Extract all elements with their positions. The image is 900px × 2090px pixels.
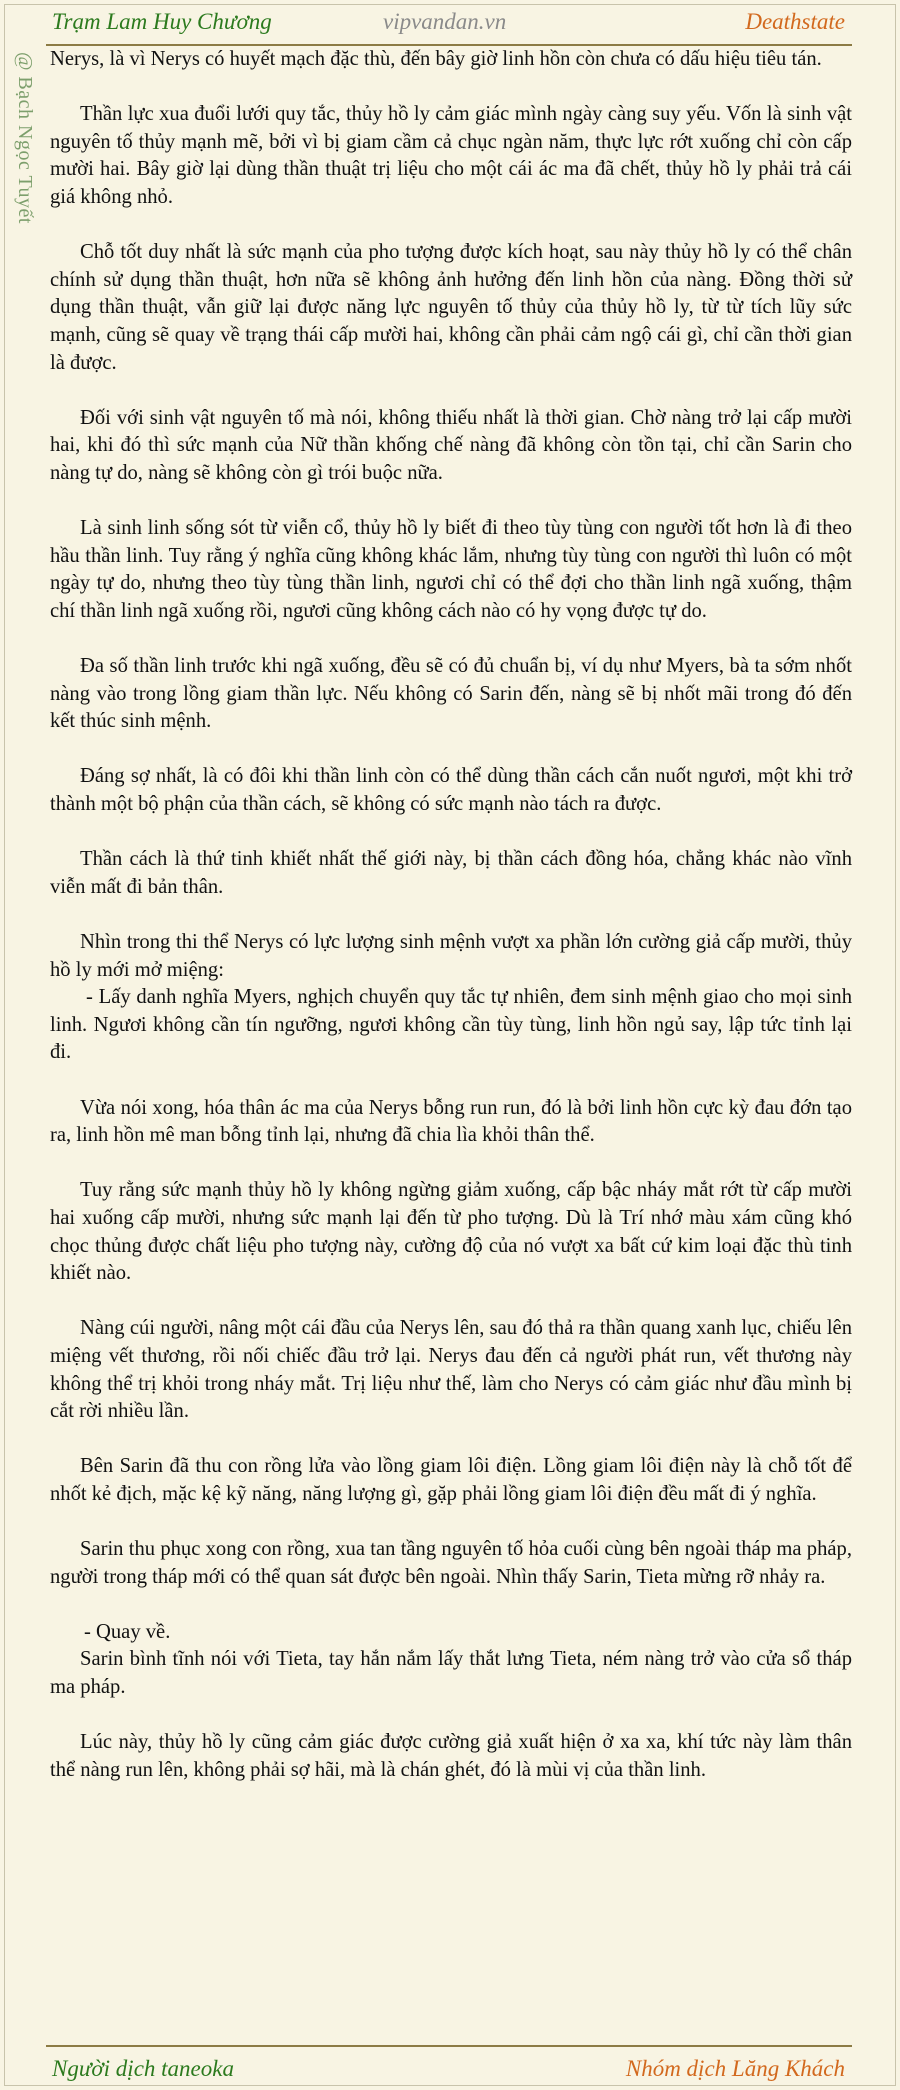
- page-footer: [0, 2048, 900, 2088]
- paragraph: Thần lực xua đuổi lưới quy tắc, thủy hồ ly cảm giác mình ngày càng suy yếu. Vốn là sinh vật nguyên tố thủy mạnh mẽ, bởi vì bị giam cầm cả chục ngàn năm, thực lực rớt xuống chỉ còn cấp mười hai. Bây giờ lại dùng thần thuật trị liệu cho một cái ác ma đã chết, thủy hồ ly phải trả cái giá không nhỏ.: [50, 103, 852, 208]
- watermark: @ Bạch Ngọc Tuyết: [14, 52, 36, 224]
- paragraph: Đa số thần linh trước khi ngã xuống, đều sẽ có đủ chuẩn bị, ví dụ như Myers, bà ta sớm nhốt nàng vào trong lồng giam thần lực. Nếu không có Sarin đến, nàng sẽ bị nhốt mãi trong đó đến kết thúc sinh mệnh.: [50, 655, 852, 733]
- paragraph: Đáng sợ nhất, là có đôi khi thần linh còn có thể dùng thần cách cắn nuốt ngươi, một khi trở thành một bộ phận của thần cách, sẽ không có sức mạnh nào tách ra được.: [50, 765, 852, 816]
- site-name: Trạm Lam Huy Chương: [52, 9, 272, 34]
- paragraph: Chỗ tốt duy nhất là sức mạnh của pho tượng được kích hoạt, sau này thủy hồ ly có thể chân chính sử dụng thần thuật, hơn nữa sẽ không ảnh hưởng đến linh hồn của nàng. Đồng thời sử dụng thần thuật, vẫn giữ lại được năng lực nguyên tố thủy của thủy hồ ly, từ từ tích lũy sức mạnh, cũng sẽ quay về trạng thái cấp mười hai, không cần phải cảm ngộ cái gì, chỉ cần thời gian là được.: [50, 241, 852, 374]
- footer-divider: [46, 2045, 852, 2047]
- paragraph: Sarin bình tĩnh nói với Tieta, tay hắn nắm lấy thắt lưng Tieta, ném nàng trở vào cửa sổ tháp ma pháp.: [50, 1648, 852, 1699]
- paragraph: Nerys, là vì Nerys có huyết mạch đặc thù, đến bây giờ linh hồn còn chưa có dấu hiệu tiêu tán.: [50, 48, 822, 70]
- paragraph: Nhìn trong thi thể Nerys có lực lượng sinh mệnh vượt xa phần lớn cường giả cấp mười, thủy hồ ly mới mở miệng:: [50, 931, 852, 981]
- chapter-text: [50, 46, 852, 1812]
- translator-credit: Người dịch taneoka: [52, 2056, 234, 2081]
- paragraph: Là sinh linh sống sót từ viễn cổ, thủy hồ ly biết đi theo tùy tùng con người tốt hơn là đi theo hầu thần linh. Tuy rằng ý nghĩa cũng không khác lắm, nhưng tùy tùng con người thì luôn có một ngày tự do, nhưng theo tùy tùng thần linh, ngươi chỉ có thể đợi cho thần linh ngã xuống, thậm chí thần linh ngã xuống rồi, ngươi cũng không cách nào có hy vọng được tự do.: [50, 517, 852, 622]
- dialogue-line: - Quay về.: [84, 1620, 171, 1643]
- paragraph: Tuy rằng sức mạnh thủy hồ ly không ngừng giảm xuống, cấp bậc nháy mắt rớt từ cấp mười hai xuống cấp mười, nhưng sức mạnh lại đến từ pho tượng. Dù là Trí nhớ màu xám cũng khó chọc thủng được chất liệu pho tượng này, cường độ của nó vượt xa bất cứ kim loại đặc thù tinh khiết nào.: [50, 1179, 852, 1285]
- book-title: Deathstate: [745, 9, 845, 34]
- paragraph: Đối với sinh vật nguyên tố mà nói, không thiếu nhất là thời gian. Chờ nàng trở lại cấp mười hai, khi đó thì sức mạnh của Nữ thần khống chế nàng đã không còn tồn tại, chỉ cần Sarin cho nàng tự do, nàng sẽ không còn gì trói buộc nữa.: [50, 406, 852, 484]
- paragraph: Thần cách là thứ tinh khiết nhất thế giới này, bị thần cách đồng hóa, chẳng khác nào vĩnh viễn mất đi bản thân.: [50, 848, 852, 898]
- paragraph: Sarin thu phục xong con rồng, xua tan tầng nguyên tố hỏa cuối cùng bên ngoài tháp ma pháp, người trong tháp mới có thể quan sát được bên ngoài. Nhìn thấy Sarin, Tieta mừng rỡ nhảy ra.: [50, 1538, 852, 1588]
- dialogue-paragraph: - Lấy danh nghĩa Myers, nghịch chuyển quy tắc tự nhiên, đem sinh mệnh giao cho mọi sinh linh. Ngươi không cần tín ngưỡng, ngươi không cần tùy tùng, linh hồn ngủ say, lập tức tỉnh lại đi.: [50, 986, 852, 1064]
- paragraph: Bên Sarin đã thu con rồng lửa vào lồng giam lôi điện. Lồng giam lôi điện này là chỗ tốt để nhốt kẻ địch, mặc kệ kỹ năng, năng lượng gì, gặp phải lồng giam lôi điện đều mất đi ý nghĩa.: [50, 1455, 852, 1505]
- group-credit: Nhóm dịch Lăng Khách: [625, 2056, 845, 2081]
- paragraph: Vừa nói xong, hóa thân ác ma của Nerys bỗng run run, đó là bởi linh hồn cực kỳ đau đớn tạo ra, linh hồn mê man bỗng tỉnh lại, nhưng đã chia lìa khỏi thân thể.: [50, 1096, 852, 1147]
- paragraph: Nàng cúi người, nâng một cái đầu của Nerys lên, sau đó thả ra thần quang xanh lục, chiếu lên miệng vết thương, rồi nối chiếc đầu trở lại. Nerys đau đến cả người phát run, vết thương này không thể trị khỏi trong nháy mắt. Trị liệu như thế, làm cho Nerys có cảm giác như đầu mình bị cắt rời nhiều lần.: [50, 1317, 852, 1423]
- site-url: vipvandan.vn: [383, 9, 507, 34]
- paragraph: Lúc này, thủy hồ ly cũng cảm giác được cường giả xuất hiện ở xa xa, khí tức này làm thân thể nàng run lên, không phải sợ hãi, mà là chán ghét, đó là mùi vị của thần linh.: [50, 1731, 852, 1781]
- page-header: [0, 0, 900, 46]
